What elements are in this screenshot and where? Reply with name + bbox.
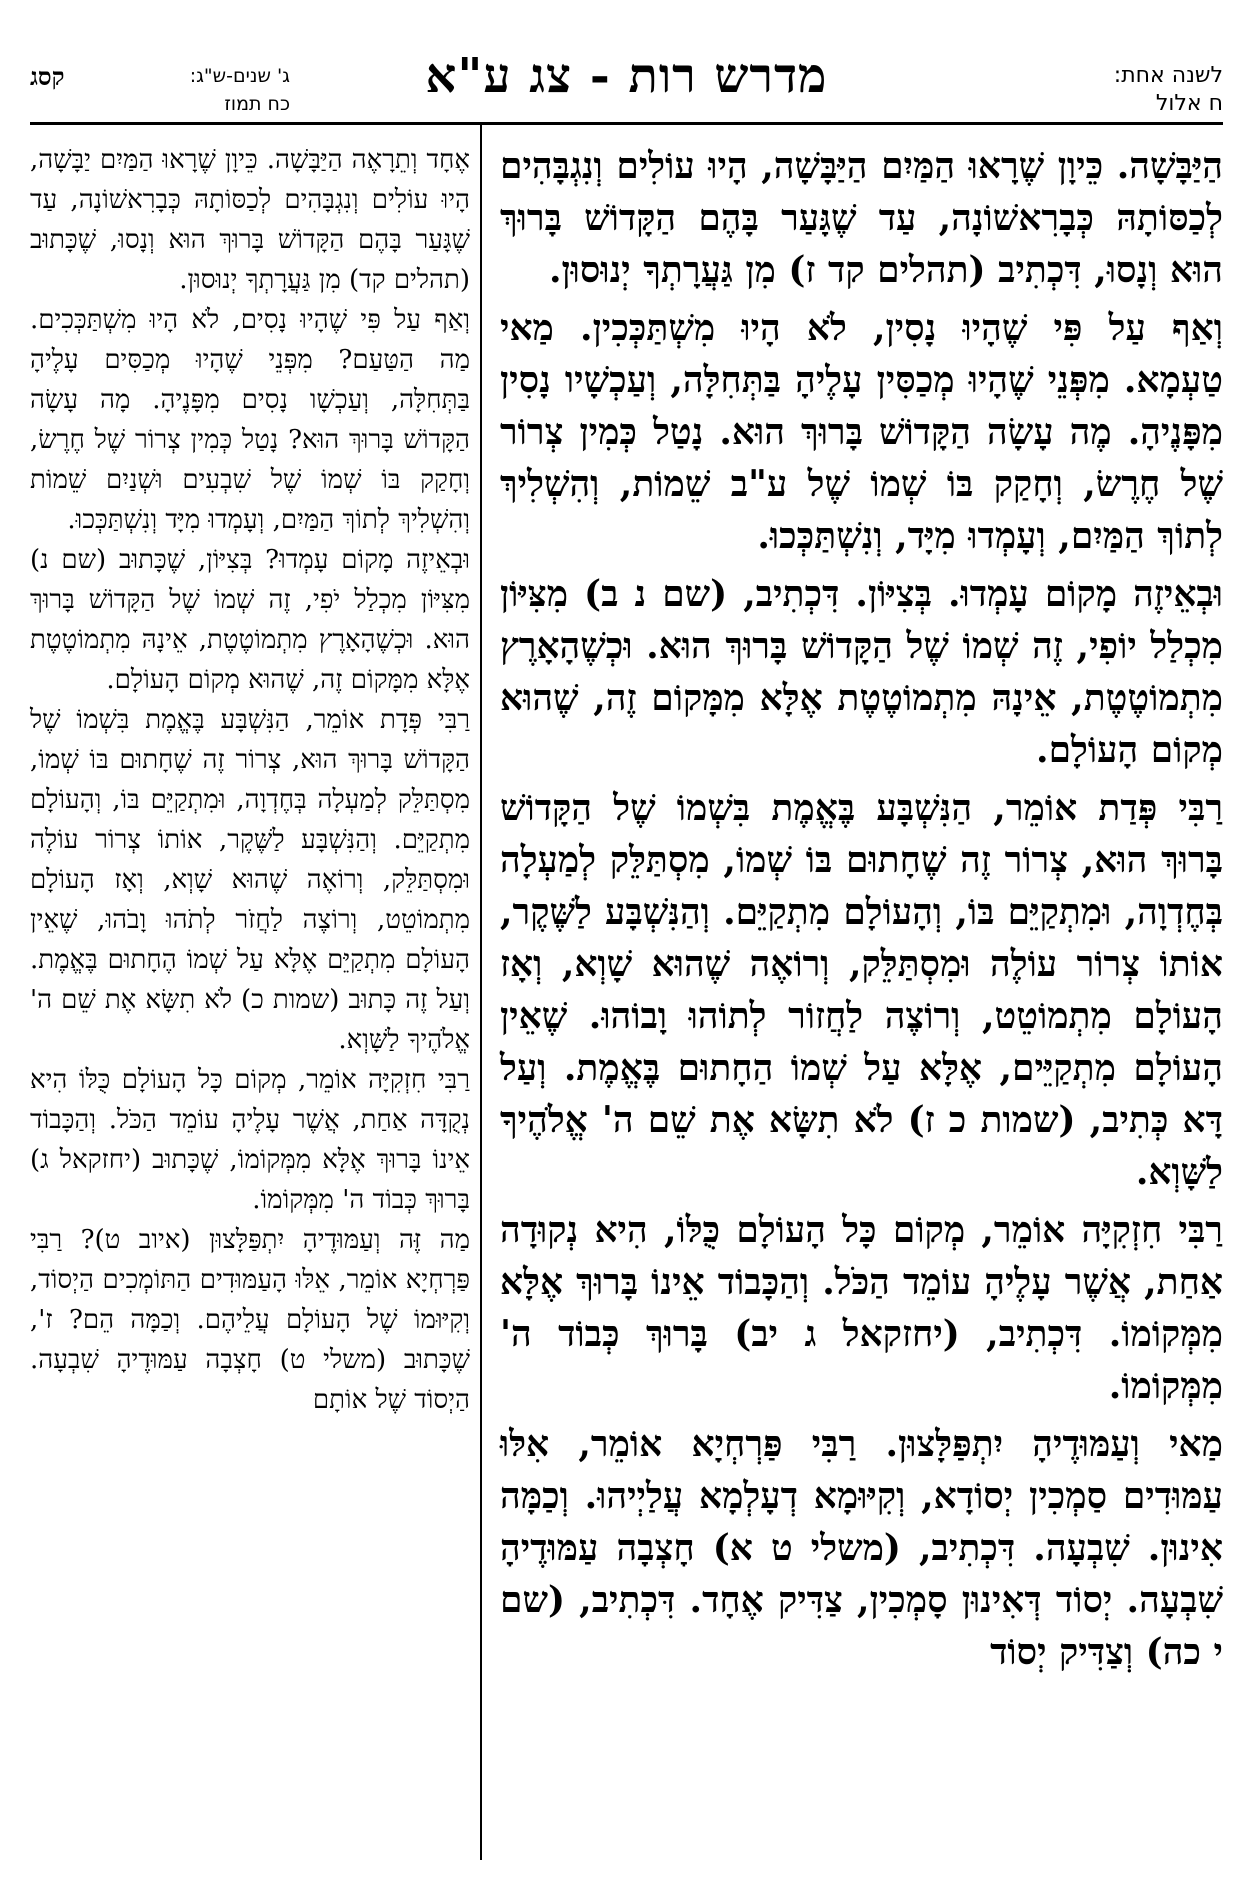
column-divider (480, 122, 482, 1860)
main-paragraph: רַבִּי פְּדַת אוֹמֵר, הַנִּשְׁבָּע בֶּאֱמֶת בִּשְׁמוֹ שֶׁל הַקָּדוֹשׁ בָּרוּךְ הוּא, צְרוֹר זֶה שֶׁחָתוּם בּוֹ שְׁמוֹ, מִסְתַּלֵּק לְמַעְלָה בְּחֶדְוָה, וּמִתְקַיֵּם בּוֹ, וְהָעוֹלָם מִתְקַיֵּם. וְהַנִּשְׁבָּע לַשֶּׁקֶר, אוֹתוֹ צְרוֹר עוֹלֶה וּמִסְתַּלֵּק, וְרוֹאֶה שֶׁהוּא שָׁוְא, וְאָז הָעוֹלָם מִתְמוֹטֵט, וְרוֹצֶה לַחֲזוֹר לְתוֹהוּ וָבוֹהוּ. שֶׁאֵין הָעוֹלָם מִתְקַיֵּים, אֶלָּא עַל שְׁמוֹ הַחָתוּם בֶּאֱמֶת. וְעַל דָּא כְּתִיב, (שמות כ ז) לֹא תִשָּׂא אֶת שֵׁם ה' אֱלֹהֶיךָ לַשָּׁוְא. (500, 787, 1223, 1193)
page-header (30, 40, 1223, 118)
main-paragraph: וּבְאֵיזֶה מָקוֹם עָמְדוּ. בְּצִיּוֹן. דִּכְתִיב, (שם נ ב) מִצִּיּוֹן מִכְלַל יוֹפִי, זֶה שְׁמוֹ שֶׁל הַקָּדוֹשׁ בָּרוּךְ הוּא. וּכְשֶׁהָאָרֶץ מִתְמוֹטֶטֶת, אֵינָהּ מִתְמוֹטֶטֶת אֶלָּא מִמָּקוֹם זֶה, שֶׁהוּא מְקוֹם הָעוֹלָם. (500, 573, 1223, 771)
header-left-line2: כח תמוז (224, 93, 290, 115)
header-right-line2: ח אלול (1155, 91, 1223, 116)
page (30, 40, 1223, 1860)
main-text-column (500, 140, 1223, 1684)
page-number: קסג (30, 62, 65, 91)
header-left-sub (190, 62, 290, 118)
side-paragraph: אֶחָד וְתֵרָאֶה הַיַּבָּשָׁה. כֵּיוָן שֶׁרָאוּ הַמַּיִם יַבָּשָׁה, הָיוּ עוֹלִים וְנִגְבָּהִים לְכַסּוֹתָהּ כְּבָרִאשׁוֹנָה, עַד שֶׁגָּעַר בָּהֶם הַקָּדוֹשׁ בָּרוּךְ הוּא וְנָסוּ, שֶׁכָּתוּב (תהלים קד) מִן גַּעֲרָתְךָ יְנוּסוּן. (30, 145, 470, 295)
main-paragraph: מַאי וְעַמּוּדֶיהָ יִתְפַּלָּצוּן. רַבִּי פַּרְחְיָא אוֹמֵר, אִלּוּ עַמּוּדִים סַמְכִין יְסוֹדָא, וְקִיּוּמָא דְעָלְמָא עֲלַיְיהוּ. וְכַמָּה אִינוּן. שִׁבְעָה. דִּכְתִיב, (משלי ט א) חָצְבָה עַמּוּדֶיהָ שִׁבְעָה. יְסוֹד דְּאִינוּן סָמְכִין, צַדִּיק אֶחָד. דִּכְתִיב, (שם י כה) וְצַדִּיק יְסוֹד (500, 1423, 1223, 1673)
side-paragraph: רַבִּי פְּדָת אוֹמֵר, הַנִּשְׁבָּע בֶּאֱמֶת בִּשְׁמוֹ שֶׁל הַקָּדוֹשׁ בָּרוּךְ הוּא, צְרוֹר זֶה שֶׁחָתוּם בּוֹ שְׁמוֹ, מִסְתַּלֵּק לְמַעְלָה בְּחֶדְוָה, וּמִתְקַיֵּם בּוֹ, וְהָעוֹלָם מִתְקַיֵּם. וְהַנִּשְׁבָּע לַשֶּׁקֶר, אוֹתוֹ צְרוֹר עוֹלֶה וּמִסְתַּלֵּק, וְרוֹאֶה שֶׁהוּא שָׁוְא, וְאָז הָעוֹלָם מִתְמוֹטֵט, וְרוֹצֶה לַחֲזֹר לְתֹהוּ וָבֹהוּ, שֶׁאֵין הָעוֹלָם מִתְקַיֵּם אֶלָּא עַל שְׁמוֹ הֶחָתוּם בֶּאֱמֶת. וְעַל זֶה כָּתוּב (שמות כ) לֹא תִשָּׂא אֶת שֵׁם ה' אֱלֹהֶיךָ לַשָּׁוְא. (30, 705, 470, 1055)
main-paragraph: וְאַף עַל פִּי שֶׁהָיוּ נָסִין, לֹא הָיוּ מִשְׁתַּכְּכִין. מַאי טַעְמָא. מִפְּנֵי שֶׁהָיוּ מְכַסִּין עָלֶיהָ בַּתְּחִלָּה, וְעַכְשָׁיו נָסִין מִפָּנֶיהָ. מֶה עָשָׂה הַקָּדוֹשׁ בָּרוּךְ הוּא. נָטַל כְּמִין צְרוֹר שֶׁל חֶרֶשׂ, וְחָקַק בּוֹ שְׁמוֹ שֶׁל ע"ב שֵׁמוֹת, וְהִשְׁלִיךְ לְתוֹךְ הַמַּיִם, וְעָמְדוּ מִיָּד, וְנִשְׁתַּכְּכוּ. (500, 307, 1223, 557)
side-paragraph: וּבְאֵיזֶה מָקוֹם עָמְדוּ? בְּצִיּוֹן, שֶׁכָּתוּב (שם נ) מִצִּיּוֹן מִכְלַל יֹפִי, זֶה שְׁמוֹ שֶׁל הַקָּדוֹשׁ בָּרוּךְ הוּא. וּכְשֶׁהָאָרֶץ מִתְמוֹטֶטֶת, אֵינָהּ מִתְמוֹטֶטֶת אֶלָּא מִמָּקוֹם זֶה, שֶׁהוּא מְקוֹם הָעוֹלָם. (30, 545, 470, 695)
main-paragraph: הַיַּבָּשָׁה. כֵּיוָן שֶׁרָאוּ הַמַּיִם הַיַּבָּשָׁה, הָיוּ עוֹלִים וְנִגְבָּהִים לְכַסּוֹתָהּ כְּבָרִאשׁוֹנָה, עַד שֶׁגָּעַר בָּהֶם הַקָּדוֹשׁ בָּרוּךְ הוּא וְנָסוּ, דִּכְתִיב (תהלים קד ז) מִן גַּעֲרָתְךָ יְנוּסוּן. (500, 145, 1223, 291)
header-rule (30, 122, 1223, 125)
header-left-line1: ג' שנים-ש"ג: (189, 65, 290, 87)
main-paragraph: רַבִּי חִזְקִיָּה אוֹמֵר, מְקוֹם כָּל הָעוֹלָם כֻּלּוֹ, הִיא נְקוּדָה אַחַת, אֲשֶׁר עָלֶיהָ עוֹמֵד הַכֹּל. וְהַכָּבוֹד אֵינוֹ בָּרוּךְ אֶלָּא מִמְּקוֹמוֹ. דִּכְתִיב, (יחזקאל ג יב) בָּרוּךְ כְּבוֹד ה' מִמְּקוֹמוֹ. (500, 1209, 1223, 1407)
header-left (30, 62, 290, 122)
side-paragraph: וְאַף עַל פִּי שֶׁהָיוּ נָסִים, לֹא הָיוּ מִשְׁתַּכְּכִים. מַה הַטַּעַם? מִפְּנֵי שֶׁהָיוּ מְכַסִּים עָלֶיהָ בַּתְּחִלָּה, וְעַכְשָׁו נָסִים מִפָּנֶיהָ. מָה עָשָׂה הַקָּדוֹשׁ בָּרוּךְ הוּא? נָטַל כְּמִין צְרוֹר שֶׁל חֶרֶשׂ, וְחָקַק בּוֹ שְׁמוֹ שֶׁל שִׁבְעִים וּשְׁנַיִם שֵׁמוֹת וְהִשְׁלִיךְ לְתוֹךְ הַמַּיִם, וְעָמְדוּ מִיָּד וְנִשְׁתַּכְּכוּ. (30, 305, 470, 535)
header-right-line1: לשנה אחת: (1113, 63, 1223, 88)
side-paragraph: מַה זֶּה וְעַמּוּדֶיהָ יִתְפַּלָּצוּן (איוב ט)? רַבִּי פַּרְחְיָא אוֹמֵר, אֵלּוּ הָעַמּוּדִים הַתּוֹמְכִים הַיְסוֹד, וְקִיּוּמוֹ שֶׁל הָעוֹלָם עֲלֵיהֶם. וְכַמָּה הֵם? ז', שֶׁכָּתוּב (משלי ט) חָצְבָה עַמּוּדֶיהָ שִׁבְעָה. הַיְסוֹד שֶׁל אוֹתָם (30, 1225, 470, 1415)
side-paragraph: רַבִּי חִזְקִיָּה אוֹמֵר, מְקוֹם כָּל הָעוֹלָם כֻּלּוֹ הִיא נְקֻדָּה אַחַת, אֲשֶׁר עָלֶיהָ עוֹמֵד הַכֹּל. וְהַכָּבוֹד אֵינוֹ בָּרוּךְ אֶלָּא מִמְּקוֹמוֹ, שֶׁכָּתוּב (יחזקאל ג) בָּרוּךְ כְּבוֹד ה' מִמְּקוֹמוֹ. (30, 1065, 470, 1215)
translation-column (30, 140, 470, 1420)
page-title: מדרש רות - צג ע"א (425, 48, 828, 104)
